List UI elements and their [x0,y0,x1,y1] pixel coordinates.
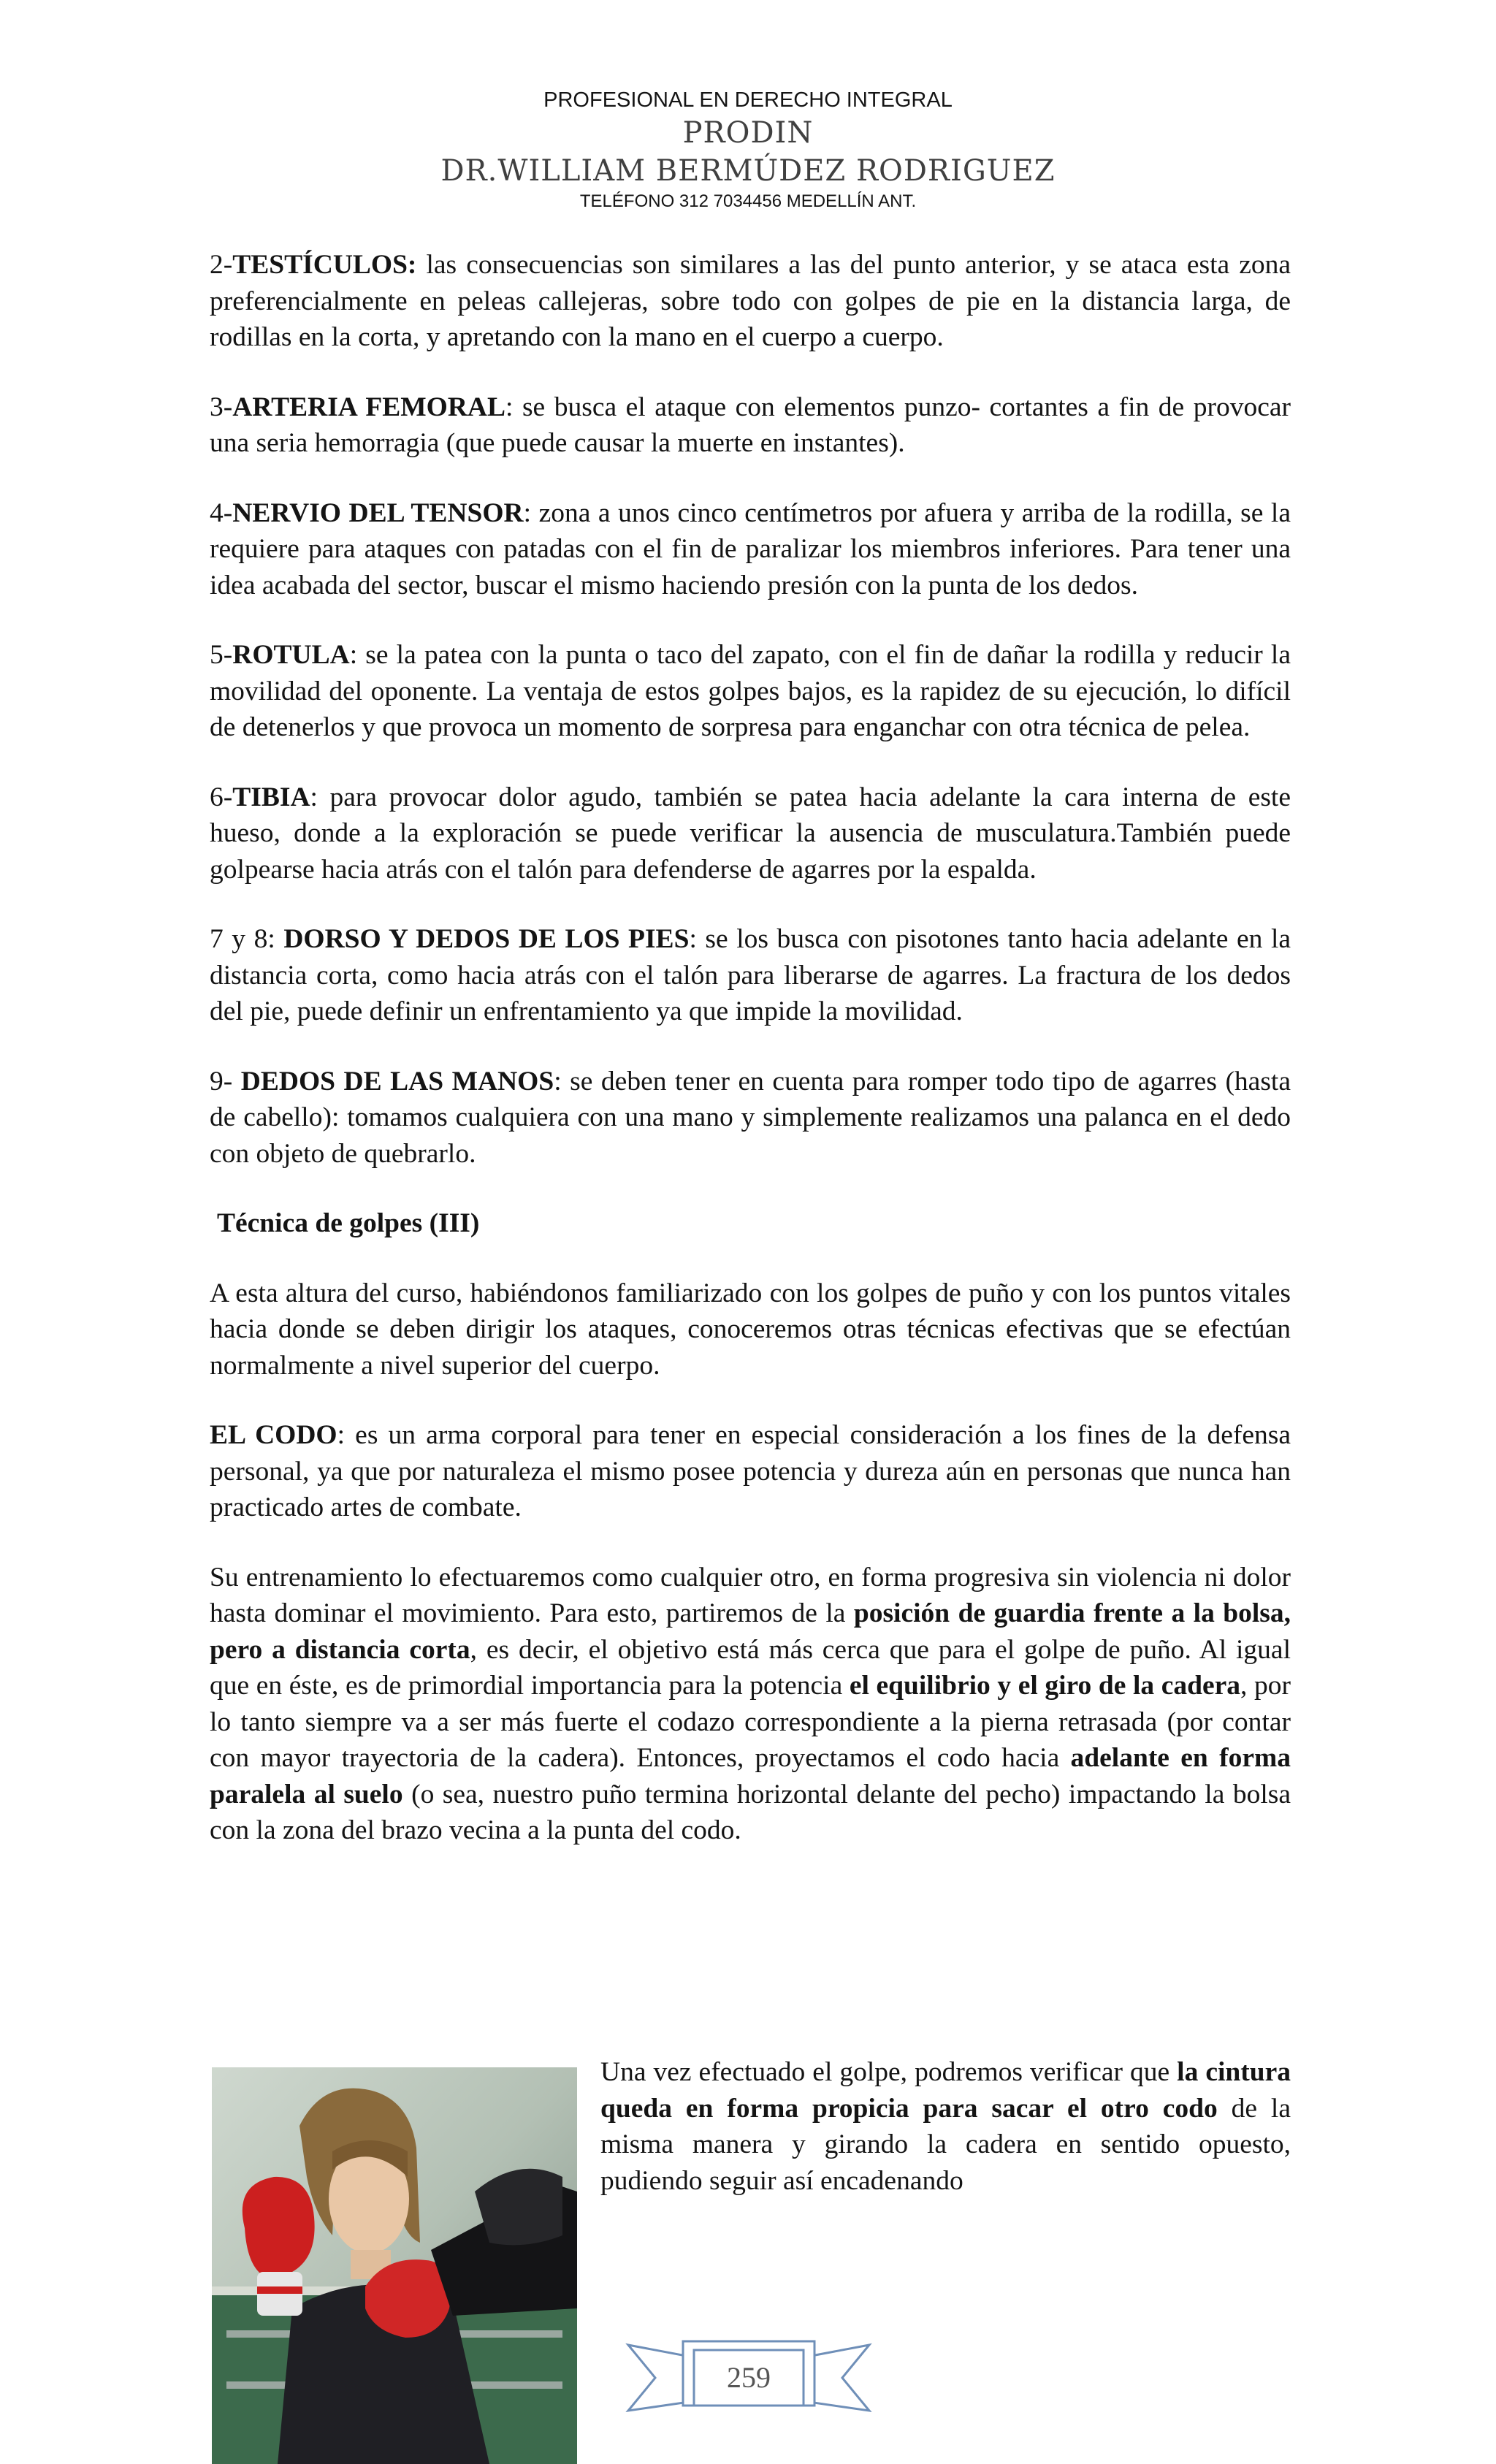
paragraph-intro: A esta altura del curso, habiéndonos familiarizado con los golpes de puño y con los puntos vitales hacia donde se deben dirigir los ataques, conoceremos otras técnicas efectivas que se efectúan normalmente a nivel superior del cuerpo. [210,1278,1291,1381]
page-number-banner [625,2334,873,2422]
main-content [210,247,1291,1849]
header-organization: PROFESIONAL EN DERECHO INTEGRAL [543,88,953,112]
paragraph-testiculos: 2-TESTÍCULOS: las consecuencias son similares a las del punto anterior, y se ataca esta zona preferencialmente en peleas callejeras, sobre todo con golpes de pie en la distancia larga, de rodillas en la corta, y apretando con la mano en el cuerpo a cuerpo. [210,250,1291,352]
paragraph-training: Su entrenamiento lo efectuaremos como cualquier otro, en forma progresiva sin violencia ni dolor hasta dominar el movimiento. Para esto, partiremos de la posición de guardia frente a la bolsa, pero a distancia corta, es decir, el objetivo está más cerca que para el golpe de puño. Al igual que en éste, es de primordial importancia para la potencia el equilibrio y el giro de la cadera, por lo tanto siempre va a ser más fuerte el codazo correspondiente a la pierna retrasada (por contar con mayor trayectoria de la cadera). Entonces, proyectamos el codo hacia adelante en forma paralela al suelo (o sea, nuestro puño termina horizontal delante del pecho) impactando la bolsa con la zona del brazo vecina a la punta del codo. [210,1562,1291,1845]
page-number: 259 [727,2361,771,2394]
figure-caption-text: Una vez efectuado el golpe, podremos verificar que la cintura queda en forma propicia para sacar el otro codo de la misma manera y girando la cadera en sentido opuesto, pudiendo seguir así encadenando [600,2057,1291,2196]
paragraph-nervio-tensor: 4-NERVIO DEL TENSOR: zona a unos cinco centímetros por afuera y arriba de la rodilla, se la requiere para ataques con patadas con el fin de paralizar los miembros inferiores. Para tener una idea acabada del sector, buscar el mismo haciendo presión con la punta de los dedos. [210,497,1291,600]
paragraph-dedos-manos: 9- DEDOS DE LAS MANOS: se deben tener en cuenta para romper todo tipo de agarres (hasta de cabello): tomamos cualquiera con una mano y simplemente realizamos una palanca en el dedo con objeto de quebrarlo. [210,1066,1291,1169]
header-acronym: PRODIN [682,116,814,150]
header-author: DR.WILLIAM BERMÚDEZ RODRIGUEZ [440,154,1056,188]
paragraph-el-codo: EL CODO: es un arma corporal para tener en especial consideración a los fines de la defensa personal, ya que por naturaleza el mismo posee potencia y dureza aún en personas que nunca han practicado artes de combate. [210,1420,1291,1522]
paragraph-tibia: 6-TIBIA: para provocar dolor agudo, también se patea hacia adelante la cara interna de este hueso, donde a la exploración se puede verificar la ausencia de musculatura.También puede golpearse hacia atrás con el talón para defenderse de agarres por la espalda. [210,782,1291,885]
paragraph-dorso-pies: 7 y 8: DORSO Y DEDOS DE LOS PIES: se los busca con pisotones tanto hacia adelante en la distancia corta, como hacia atrás con el talón para liberarse de agarres. La fractura de los dedos del pie, puede definir un enfrentamiento ya que impide la movilidad. [210,924,1291,1026]
page-header [0,86,1496,213]
boxing-photo [212,2067,577,2464]
header-phone: TELÉFONO 312 7034456 MEDELLÍN ANT. [579,191,917,211]
section-title: Técnica de golpes (III) [217,1208,480,1238]
paragraph-rotula: 5-ROTULA: se la patea con la punta o taco del zapato, con el fin de dañar la rodilla y reducir la movilidad del oponente. La ventaja de estos golpes bajos, es la rapidez de su ejecución, lo difícil de detenerlos y que provoca un momento de sorpresa para enganchar con otra técnica de pelea. [210,640,1291,742]
paragraph-arteria-femoral: 3-ARTERIA FEMORAL: se busca el ataque con elementos punzo- cortantes a fin de provocar una seria hemorragia (que puede causar la muerte en instantes). [210,392,1291,458]
